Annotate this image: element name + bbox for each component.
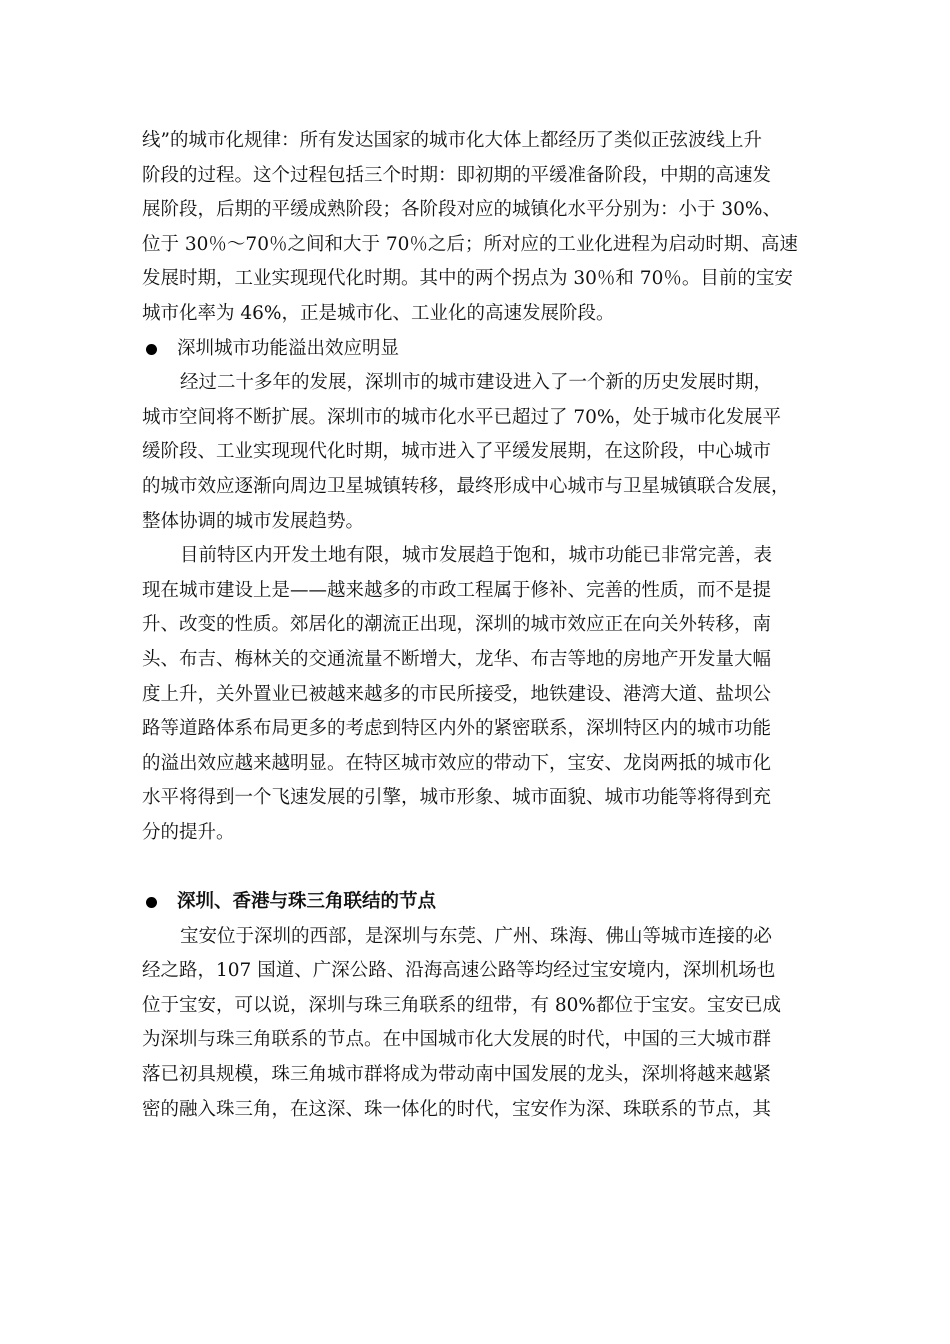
paragraph-special-zone bbox=[142, 539, 822, 850]
text-line: 分的提升。 bbox=[142, 821, 235, 843]
text-line: 升、改变的性质。郊居化的潮流正出现，深圳的城市效应正在向关外转移，南 bbox=[142, 614, 772, 636]
section-heading-node bbox=[142, 885, 822, 920]
heading-text: 深圳城市功能溢出效应明显 bbox=[177, 337, 400, 359]
paragraph-shenzhen-development bbox=[142, 366, 822, 539]
text-line: 的溢出效应越来越明显。在特区城市效应的带动下，宝安、龙岗两抵的城市化 bbox=[142, 752, 772, 774]
text-line: 的城市效应逐渐向周边卫星城镇转移，最终形成中心城市与卫星城镇联合发展， bbox=[142, 475, 790, 497]
text-line: 线”的城市化规律：所有发达国家的城市化大体上都经历了类似正弦波线上升 bbox=[142, 130, 762, 151]
text-line: 城市化率为 46%，正是城市化、工业化的高速发展阶段。 bbox=[142, 302, 615, 324]
bullet-icon bbox=[146, 344, 157, 355]
text-line: 城市空间将不断扩展。深圳市的城市化水平已超过了 70%，处于城市化发展平 bbox=[142, 406, 782, 428]
paragraph-baoan-node bbox=[142, 920, 822, 1128]
heading-text: 深圳、香港与珠三角联结的节点 bbox=[177, 891, 437, 913]
text-line: 位于宝安，可以说，深圳与珠三角联系的纽带，有 80%都位于宝安。宝安已成 bbox=[142, 994, 782, 1016]
text-line: 目前特区内开发土地有限，城市发展趋于饱和，城市功能已非常完善，表 bbox=[180, 545, 773, 567]
text-line: 缓阶段、工业实现现代化时期，城市进入了平缓发展期，在这阶段，中心城市 bbox=[142, 441, 772, 463]
text-line: 整体协调的城市发展趋势。 bbox=[142, 510, 365, 532]
section-heading-spillover bbox=[142, 332, 822, 367]
text-line: 展阶段，后期的平缓成熟阶段；各阶段对应的城镇化水平分别为：小于 30%、 bbox=[142, 199, 782, 221]
text-line: 头、布吉、梅林关的交通流量不断增大，龙华、布吉等地的房地产开发量大幅 bbox=[142, 648, 772, 670]
text-line: 宝安位于深圳的西部，是深圳与东莞、广州、珠海、佛山等城市连接的必 bbox=[180, 925, 773, 947]
document-page bbox=[142, 124, 822, 1127]
text-line: 度上升，关外置业已被越来越多的市民所接受，地铁建设、港湾大道、盐坝公 bbox=[142, 683, 772, 705]
text-line: 路等道路体系布局更多的考虑到特区内外的紧密联系，深圳特区内的城市功能 bbox=[142, 718, 772, 740]
text-line: 发展时期，工业实现现代化时期。其中的两个拐点为 30％和 70％。目前的宝安 bbox=[142, 268, 793, 290]
text-line: 为深圳与珠三角联系的节点。在中国城市化大发展的时代，中国的三大城市群 bbox=[142, 1029, 772, 1051]
paragraph-urbanization-law bbox=[142, 124, 822, 332]
blank-line bbox=[142, 850, 822, 885]
text-line: 位于 30％～70％之间和大于 70％之后；所对应的工业化进程为启动时期、高速 bbox=[142, 233, 798, 255]
bullet-icon bbox=[146, 897, 157, 908]
text-line: 水平将得到一个飞速发展的引擎，城市形象、城市面貌、城市功能等将得到充 bbox=[142, 787, 772, 809]
text-line: 经之路，107 国道、广深公路、沿海高速公路等均经过宝安境内，深圳机场也 bbox=[142, 960, 776, 982]
text-line: 现在城市建设上是——越来越多的市政工程属于修补、完善的性质，而不是提 bbox=[142, 579, 772, 601]
text-line: 阶段的过程。这个过程包括三个时期：即初期的平缓准备阶段，中期的高速发 bbox=[142, 164, 772, 186]
text-line: 落已初具规模，珠三角城市群将成为带动南中国发展的龙头，深圳将越来越紧 bbox=[142, 1064, 772, 1086]
text-line: 密的融入珠三角，在这深、珠一体化的时代，宝安作为深、珠联系的节点，其 bbox=[142, 1098, 772, 1120]
text-line: 经过二十多年的发展，深圳市的城市建设进入了一个新的历史发展时期， bbox=[180, 372, 773, 394]
